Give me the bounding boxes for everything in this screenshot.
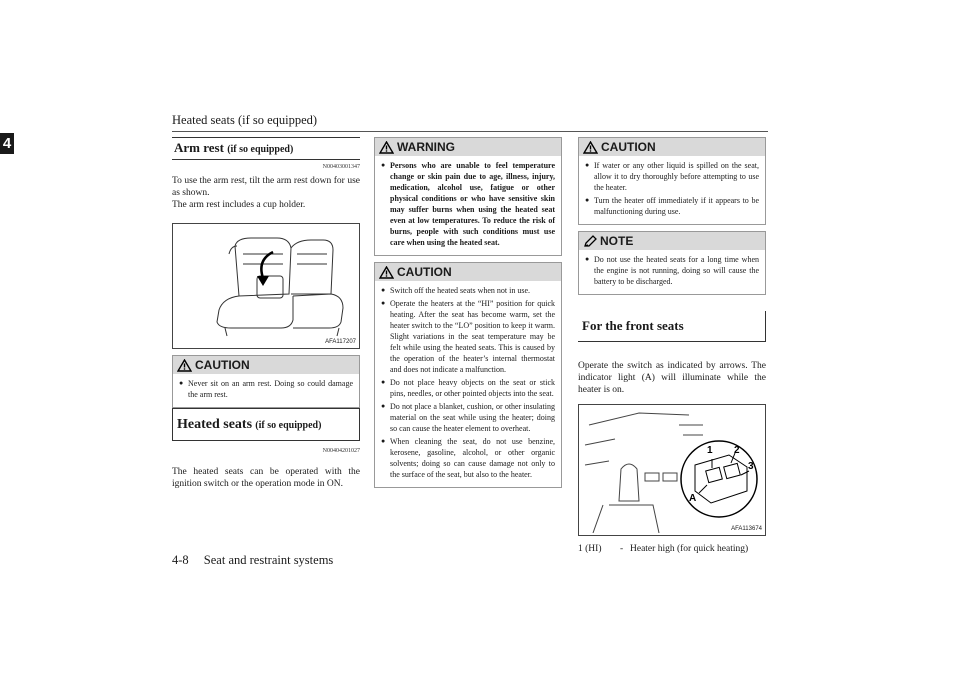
caution-list — [579, 156, 765, 224]
armrest-caution-box — [172, 355, 360, 408]
footer-section: Seat and restraint systems — [203, 553, 334, 567]
warning-title: WARNING — [397, 140, 455, 154]
caution-item: ● Switch off the heated seats when not in use. — [381, 285, 555, 296]
caution-title: CAUTION — [601, 140, 656, 154]
caution-item: ● Do not place a blanket, cushion, or other insulating material on the seat while using the heater; doing so can cause the heater element to overheat. — [381, 401, 555, 434]
caution-item: ● Do not place heavy objects on the seat or stick pins, needles, or other pointed objects into the seat. — [381, 377, 555, 399]
caution-header — [173, 356, 359, 374]
armrest-figure — [172, 223, 360, 349]
caution-title: CAUTION — [397, 265, 452, 279]
front-seat-figure-label: AFA113674 — [731, 526, 762, 532]
note-list — [579, 250, 765, 294]
caution-item: ● Never sit on an arm rest. Doing so could damage the arm rest. — [179, 378, 353, 400]
armrest-code: N00403001347 — [322, 164, 360, 170]
front-seats-heading — [578, 311, 766, 342]
legend-key: 1 (HI) — [578, 544, 602, 554]
caution-item: ● If water or any other liquid is spilled on the seat, allow it to dry thoroughly before attempting to use the heater. — [585, 160, 759, 193]
callout-a: A — [689, 493, 697, 504]
heated-seats-heading — [172, 408, 360, 441]
caution-item: ● Operate the heaters at the “HI” position for quick heating. After the seat has become warm, set the heater switch to the “LO” position to keep it warm. Slight variations in the seat temperature may be felt while using the heated seats. This is caused by the operation of the heater’s internal thermostat and does not indicate a malfunction. — [381, 298, 555, 375]
caution-list — [375, 281, 561, 487]
callout-2: 2 — [734, 445, 740, 456]
caution-item: ● Turn the heater off immediately if it appears to be malfunctioning during use. — [585, 195, 759, 217]
warning-triangle-icon — [583, 141, 598, 154]
heated-seats-code: N00404201027 — [322, 448, 360, 454]
callout-3: 3 — [748, 461, 754, 472]
caution-box-right — [578, 137, 766, 225]
armrest-figure-label: AFA117207 — [325, 339, 356, 345]
warning-triangle-icon — [379, 266, 394, 279]
warning-box — [374, 137, 562, 256]
heated-seats-heading-note: (if so equipped) — [255, 420, 322, 431]
note-item: ● Do not use the heated seats for a long time when the engine is not running, doing so will cause the battery to be discharged. — [585, 254, 759, 287]
legend-dash: - — [620, 544, 624, 554]
page-header-title: Heated seats (if so equipped) — [172, 113, 318, 127]
caution-header — [579, 138, 765, 156]
caution-box-middle — [374, 262, 562, 488]
legend-desc: Heater high (for quick heating) — [630, 544, 749, 554]
console-switch-illustration — [579, 405, 765, 533]
warning-header — [375, 138, 561, 156]
callout-1: 1 — [707, 445, 713, 456]
heated-seats-body: The heated seats can be operated with the ignition switch or the operation mode in ON. — [172, 467, 360, 489]
armrest-body: To use the arm rest, tilt the arm rest down for use as shown. The arm rest includes a cup holder. — [172, 176, 360, 210]
column-left — [172, 137, 360, 490]
legend-row — [578, 544, 766, 554]
armrest-heading-text: Arm rest — [174, 140, 224, 155]
warning-item: ● Persons who are unable to feel temperature change or skin pain due to age, illness, injury, medication, alcohol use, fatigue or other physical conditions or who have sensitive skin may suffer burns when using the heated seat even at low temperatures. To reduce the risk of burns, people with such conditions must use care when using the heated seat. — [381, 160, 555, 248]
column-right — [578, 137, 766, 554]
armrest-heading-note: (if so equipped) — [227, 144, 294, 155]
caution-header — [375, 263, 561, 281]
note-box — [578, 231, 766, 295]
front-seats-body: Operate the switch as indicated by arrows. The indicator light (A) will illuminate while the heater is on. — [578, 361, 766, 395]
caution-list — [173, 374, 359, 407]
chapter-tab: 4 — [0, 133, 14, 154]
note-header — [579, 232, 765, 250]
warning-triangle-icon — [177, 359, 192, 372]
front-seats-heading-text: For the front seats — [582, 318, 684, 333]
caution-item: ● When cleaning the seat, do not use benzine, kerosene, gasoline, alcohol, or other organic solvents; doing so can cause damage not only to the surface of the seat, but also to the heater. — [381, 436, 555, 480]
column-middle — [374, 137, 562, 488]
pencil-icon — [583, 235, 597, 248]
caution-title: CAUTION — [195, 358, 250, 372]
rear-seat-illustration — [173, 224, 359, 346]
note-title: NOTE — [600, 234, 634, 248]
heated-seats-heading-text: Heated seats — [177, 417, 253, 432]
page-footer — [172, 553, 333, 568]
warning-list — [375, 156, 561, 255]
front-seat-switch-figure — [578, 404, 766, 536]
warning-triangle-icon — [379, 141, 394, 154]
header-rule — [172, 131, 768, 132]
page-number: 4-8 — [172, 553, 189, 567]
armrest-heading — [172, 137, 360, 160]
